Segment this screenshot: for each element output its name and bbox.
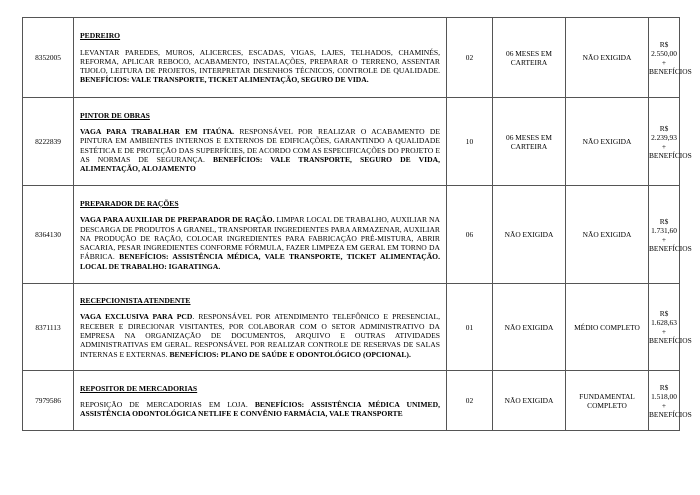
vacancy-count: 01: [447, 284, 493, 371]
vacancy-code: 8364130: [23, 186, 74, 284]
job-body: REPOSIÇÃO DE MERCADORIAS EM LOJA.: [80, 399, 255, 409]
table-row: [23, 18, 680, 98]
job-benefits: BENEFÍCIOS: VALE TRANSPORTE, SEGURO DE VIDA, ALIMENTAÇÃO, ALOJAMENTO: [80, 154, 440, 174]
job-lead: VAGA EXCLUSIVA PARA PCD: [80, 312, 193, 322]
job-lead: VAGA PARA TRABALHAR EM ITAÚNA.: [80, 126, 235, 136]
table-row: [23, 284, 680, 371]
salary: R$ 1.628,63 + BENEFÍCIOS: [649, 284, 680, 371]
vacancy-count: 06: [447, 186, 493, 284]
vacancy-code: 8222839: [23, 98, 74, 186]
education-requirement: MÉDIO COMPLETO: [566, 284, 649, 371]
table-row: [23, 186, 680, 284]
salary: R$ 1.518,00 + BENEFÍCIOS: [649, 371, 680, 431]
education-requirement: NÃO EXIGIDA: [566, 186, 649, 284]
education-requirement: NÃO EXIGIDA: [566, 98, 649, 186]
job-benefits: BENEFÍCIOS: ASSISTÊNCIA MÉDICA, VALE TRANSPORTE, TICKET ALIMENTAÇÃO. LOCAL DE TRABALHO: IGARATINGA.: [80, 252, 440, 271]
job-description: [74, 284, 447, 371]
experience-requirement: NÃO EXIGIDA: [493, 186, 566, 284]
job-title: PEDREIRO: [80, 31, 121, 41]
job-body: RESPONSÁVEL POR REALIZAR O ACABAMENTO DE PINTURA EM AMBIENTES INTERNOS E EXTERNOS DE EDIFICAÇÕES, GARANTINDO A QUALIDADE ESTÉTICA E DE PROTEÇÃO DAS SUPERFÍCIES, DE ACORDO COM AS ESPECIFICAÇÕES DO PROJETO E AS NORMAS DE SEGURANÇA.: [80, 126, 441, 164]
job-body: . RESPONSÁVEL POR ATENDIMENTO TELEFÔNICO E PRESENCIAL, RECEBER E DIRECIONAR VISITANTES, POR COLABORAR COM O SETOR ADMINISTRATIVO DA EMPRESA NA ORGANIZAÇÃO DE DOCUMENTOS, ARQUIVO E OUTRAS ATIVIDADES ADMINISTRATIVAS EM GERAL. RESPONSÁVEL POR REALIZAR CONTROLE DE RESERVAS DE SALAS INTERNAS E EXTERNAS.: [80, 312, 441, 359]
job-title: PREPARADOR DE RAÇÕES: [80, 198, 179, 208]
job-benefits: BENEFÍCIOS: VALE TRANSPORTE, TICKET ALIMENTAÇÃO, SEGURO DE VIDA.: [80, 75, 369, 85]
job-description: [74, 186, 447, 284]
experience-requirement: 06 MESES EM CARTEIRA: [493, 18, 566, 98]
job-description: [74, 98, 447, 186]
vacancy-code: 8371113: [23, 284, 74, 371]
table-row: [23, 98, 680, 186]
job-benefits: BENEFÍCIOS: PLANO DE SAÚDE E ODONTOLÓGICO (OPCIONAL).: [169, 349, 411, 359]
table-row: [23, 371, 680, 431]
vacancy-count: 02: [447, 371, 493, 431]
job-title: RECEPCIONISTA ATENDENTE: [80, 296, 191, 306]
salary: R$ 2.239,93 + BENEFÍCIOS: [649, 98, 680, 186]
job-description: [74, 18, 447, 98]
experience-requirement: NÃO EXIGIDA: [493, 284, 566, 371]
salary: R$ 1.731,60 + BENEFÍCIOS: [649, 186, 680, 284]
job-lead: VAGA PARA AUXILIAR DE PREPARADOR DE RAÇÃO.: [80, 215, 275, 225]
job-benefits: BENEFÍCIOS: ASSISTÊNCIA MÉDICA UNIMED, ASSISTÊNCIA ODONTOLÓGICA NETLIFE E CONVÊNIO FARMÁCIA, VALE TRANSPORTE: [80, 399, 440, 419]
job-body: LIMPAR LOCAL DE TRABALHO, AUXILIAR NA DESCARGA DE PRODUTOS A GRANEL, TRANSPORTAR INGREDIENTES PARA ARMAZENAR, AUXILIAR NA PRODUÇÃO DE RAÇÃO, COLOCAR INGREDIENTES PARA FABRICAÇÃO PRÉ-MISTURA, ABRIR SACARIA, PESAR INGREDIENTES CONFORME FÓRMULA, FAZER LIMPEZA EM GERAL EM TORNO DA FÁBRICA.: [80, 215, 440, 262]
job-body: LEVANTAR PAREDES, MUROS, ALICERCES, ESCADAS, VIGAS, LAJES, TELHADOS, CHAMINÉS, REFORMA, APLICAR REBOCO, ACABAMENTO, INSTALAÇÕES, PREPARAR O TERRENO, ASSENTAR TIJOLO, LEITURA DE PROJETOS, INTERPRETAR DESENHOS TÉCNICOS, CONTROLE DE QUALIDADE.: [80, 47, 440, 76]
vacancy-code: 8352005: [23, 18, 74, 98]
vacancy-code: 7979586: [23, 371, 74, 431]
experience-requirement: 06 MESES EM CARTEIRA: [493, 98, 566, 186]
job-title: REPOSITOR DE MERCADORIAS: [80, 383, 198, 393]
vacancy-count: 02: [447, 18, 493, 98]
vacancy-count: 10: [447, 98, 493, 186]
job-title: PINTOR DE OBRAS: [80, 110, 150, 120]
experience-requirement: NÃO EXIGIDA: [493, 371, 566, 431]
job-description: [74, 371, 447, 431]
job-vacancies-table: [22, 17, 692, 431]
salary: R$ 2.550,00 + BENEFÍCIOS: [649, 18, 680, 98]
education-requirement: FUNDAMENTAL COMPLETO: [566, 371, 649, 431]
education-requirement: NÃO EXIGIDA: [566, 18, 649, 98]
